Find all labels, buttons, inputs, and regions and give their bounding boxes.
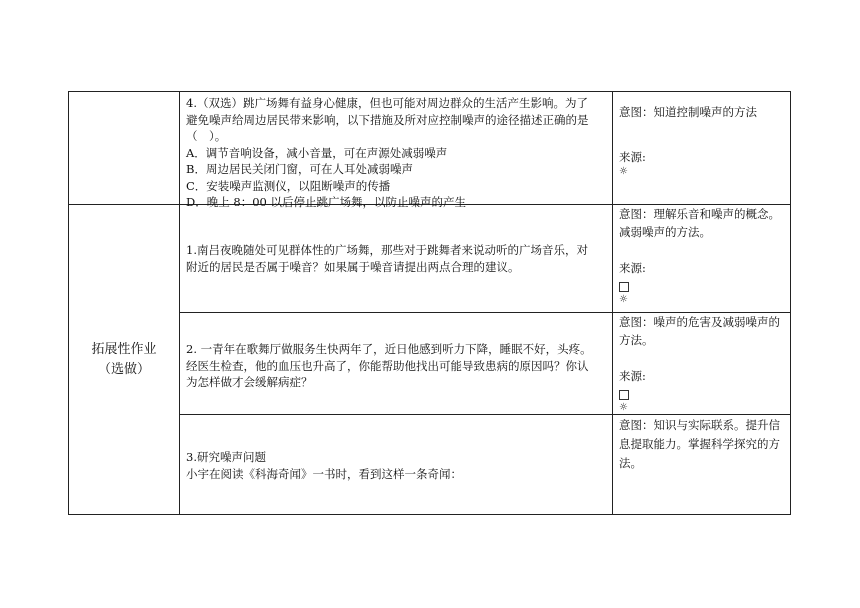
question-1-cell [180, 240, 612, 312]
question-4-cell [180, 93, 612, 209]
intent-line: 意图：噪声的危害及减弱噪声的 [619, 315, 780, 329]
intent-line: 意图：知识与实际联系。提升信 [619, 418, 780, 432]
sun-icon: ☼ [619, 402, 628, 413]
question-line: 2. 一青年在歌舞厅做服务生快两年了，近日他感到听力下降，睡眠不好，头疼。 [186, 342, 592, 356]
source-label: 来源: [619, 261, 646, 275]
sun-icon: ☼ [619, 166, 628, 177]
section-label-note: （选做） [97, 362, 150, 377]
intent-line: 息提取能力。掌握科学探究的方 [619, 437, 780, 451]
question-line: 经医生检查，他的血压也升高了，你能帮助他找出可能导致患病的原因吗？你认 [186, 358, 589, 373]
question-line: 避免噪声给周边居民带来影响，以下措施及所对应控制噪声的途径描述正确的是 [186, 112, 589, 127]
intent-line: 减弱噪声的方法。 [619, 224, 711, 239]
row-divider [179, 312, 790, 313]
option-c: C．安装噪声监测仪，以阻断噪声的传播 [186, 178, 391, 193]
question-line: 3.研究噪声问题 [186, 450, 266, 464]
source-label: 来源: [619, 369, 646, 383]
section-label-title: 拓展性作业 [91, 342, 157, 357]
sun-icon: ☼ [619, 294, 628, 305]
question-line: （ ）。 [186, 129, 227, 143]
section-label [69, 205, 179, 515]
intent-line: 法。 [619, 456, 642, 470]
question-3-cell [180, 447, 612, 513]
source-label: 来源: [619, 149, 646, 164]
note-cell [613, 104, 791, 204]
option-d: D．晚上 8：00 以后停止跳广场舞，以防止噪声的产生 [186, 195, 466, 209]
checkbox[interactable] [619, 385, 785, 402]
question-line: 附近的居民是否属于噪音？如果属于噪音请提出两点合理的建议。 [186, 259, 520, 274]
question-line: 1.南吕夜晚随处可见群体性的广场舞，那些对于跳舞者来说动听的广场音乐，对 [186, 243, 588, 257]
intent-line: 方法。 [619, 332, 654, 347]
note-cell [613, 416, 791, 513]
note-cell [613, 206, 791, 312]
question-line: 小宇在阅读《科海奇闻》一书时，看到这样一条奇闻： [186, 466, 462, 481]
intent-line: 意图：理解乐音和噪声的概念。 [619, 207, 780, 221]
note-cell [613, 314, 791, 414]
question-line: 4.（双选）跳广场舞有益身心健康，但也可能对周边群众的生活产生影响。为了 [186, 96, 588, 110]
intent-line: 意图：知道控制噪声的方法 [619, 105, 757, 119]
homework-table [68, 91, 791, 515]
question-line: 为怎样做才会缓解病症？ [186, 375, 313, 389]
checkbox[interactable] [619, 277, 785, 294]
option-a: A．调节音响设备，减小音量，可在声源处减弱噪声 [186, 145, 448, 160]
option-b: B．周边居民关闭门窗，可在人耳处减弱噪声 [186, 162, 413, 176]
question-2-cell [180, 339, 612, 414]
